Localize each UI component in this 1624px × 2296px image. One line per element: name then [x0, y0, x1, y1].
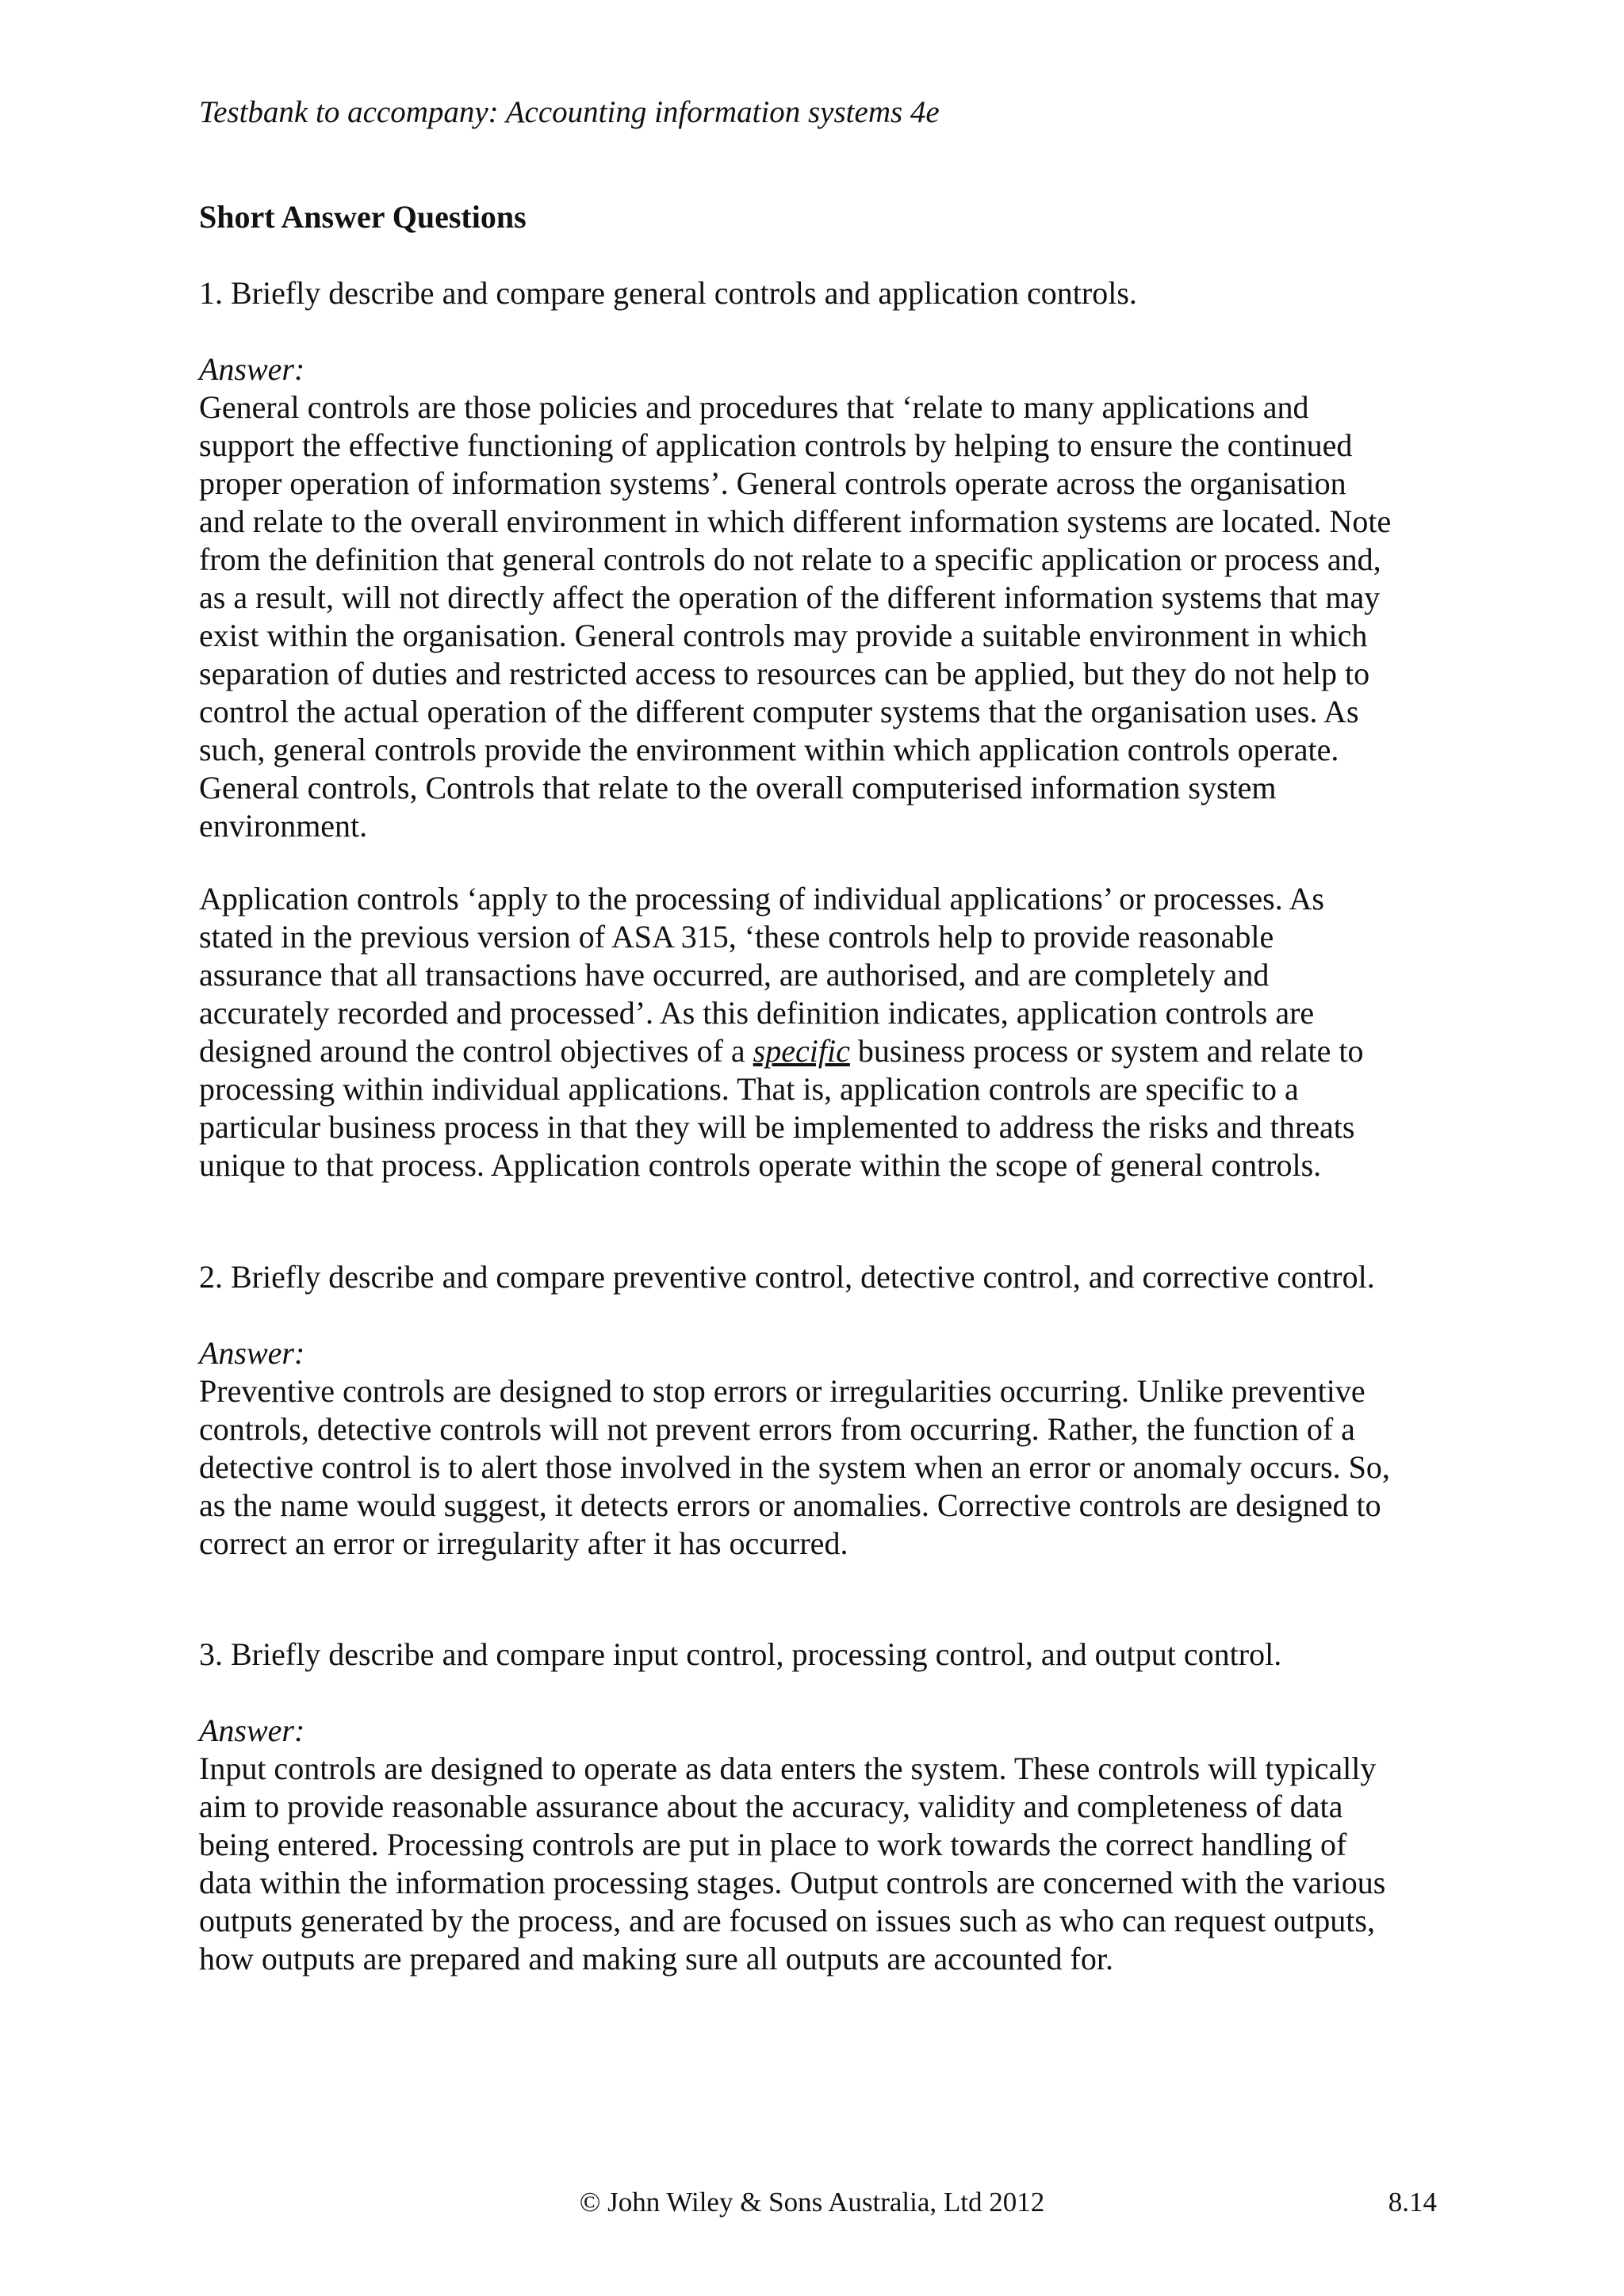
- text-line: detective control is to alert those involved in the system when an error or anomaly occurs. So,: [199, 1449, 1390, 1485]
- text-line: outputs generated by the process, and are focused on issues such as who can request outputs,: [199, 1903, 1375, 1938]
- text-line: stated in the previous version of ASA 315, ‘these controls help to provide reasonable: [199, 919, 1274, 955]
- answer-2-paragraph-1: [199, 1372, 1436, 1563]
- text-line: Preventive controls are designed to stop errors or irregularities occurring. Unlike preventive: [199, 1373, 1365, 1409]
- text-segment: business process or system and relate to: [849, 1033, 1364, 1069]
- text-line: as the name would suggest, it detects errors or anomalies. Corrective controls are designed to: [199, 1487, 1381, 1523]
- answer-3-paragraph-1: [199, 1750, 1436, 1978]
- text-line: particular business process in that they will be implemented to address the risks and threats: [199, 1109, 1355, 1145]
- text-line: aim to provide reasonable assurance about the accuracy, validity and completeness of data: [199, 1789, 1343, 1824]
- answer-1-paragraph-1: [199, 388, 1436, 845]
- page-number: 8.14: [1388, 2187, 1437, 2218]
- text-line: correct an error or irregularity after it has occurred.: [199, 1525, 848, 1561]
- question-1: 1. Briefly describe and compare general controls and application controls.: [199, 275, 1137, 311]
- text-line: from the definition that general controls do not relate to a specific application or process and,: [199, 541, 1381, 577]
- text-line: how outputs are prepared and making sure all outputs are accounted for.: [199, 1941, 1113, 1976]
- question-3: 3. Briefly describe and compare input control, processing control, and output control.: [199, 1636, 1282, 1672]
- answer-label-3: Answer:: [199, 1712, 305, 1748]
- answer-1-paragraph-2: [199, 880, 1436, 1184]
- text-line: such, general controls provide the environment within which application controls operate.: [199, 732, 1339, 767]
- text-line: controls, detective controls will not prevent errors from occurring. Rather, the function of a: [199, 1411, 1355, 1447]
- question-2: 2. Briefly describe and compare preventive control, detective control, and corrective control.: [199, 1259, 1375, 1295]
- text-line: General controls, Controls that relate to the overall computerised information system: [199, 770, 1277, 806]
- footer-copyright: © John Wiley & Sons Australia, Ltd 2012: [579, 2187, 1045, 2218]
- text-line: support the effective functioning of application controls by helping to ensure the continued: [199, 427, 1353, 463]
- text-segment: designed around the control objectives of a: [199, 1033, 753, 1069]
- emphasized-word: specific: [753, 1033, 850, 1069]
- text-line: Input controls are designed to operate as data enters the system. These controls will typically: [199, 1751, 1377, 1786]
- text-line: General controls are those policies and procedures that ‘relate to many applications and: [199, 389, 1309, 425]
- answer-label-2: Answer:: [199, 1335, 305, 1371]
- text-line: processing within individual applications. That is, application controls are specific to a: [199, 1071, 1299, 1107]
- text-line-with-emphasis: [199, 1032, 1436, 1070]
- text-line: separation of duties and restricted access to resources can be applied, but they do not help to: [199, 656, 1370, 691]
- text-line: and relate to the overall environment in which different information systems are located. Note: [199, 503, 1392, 539]
- text-line: Application controls ‘apply to the processing of individual applications’ or processes. As: [199, 881, 1324, 916]
- text-line: as a result, will not directly affect the operation of the different information systems that may: [199, 580, 1381, 615]
- text-line: control the actual operation of the different computer systems that the organisation uses. As: [199, 694, 1359, 729]
- text-line: exist within the organisation. General controls may provide a suitable environment in which: [199, 618, 1368, 653]
- text-line: assurance that all transactions have occurred, are authorised, and are completely and: [199, 957, 1270, 993]
- text-line: proper operation of information systems’. General controls operate across the organisation: [199, 465, 1346, 501]
- section-title: Short Answer Questions: [199, 199, 527, 235]
- text-line: data within the information processing stages. Output controls are concerned with the various: [199, 1865, 1386, 1900]
- answer-label-1: Answer:: [199, 351, 305, 387]
- running-header: Testbank to accompany: Accounting information systems 4e: [199, 95, 940, 129]
- text-line: accurately recorded and processed’. As this definition indicates, application controls are: [199, 995, 1315, 1031]
- text-line: being entered. Processing controls are put in place to work towards the correct handling of: [199, 1827, 1347, 1862]
- text-line: unique to that process. Application controls operate within the scope of general controls.: [199, 1147, 1322, 1183]
- text-line: environment.: [199, 808, 368, 844]
